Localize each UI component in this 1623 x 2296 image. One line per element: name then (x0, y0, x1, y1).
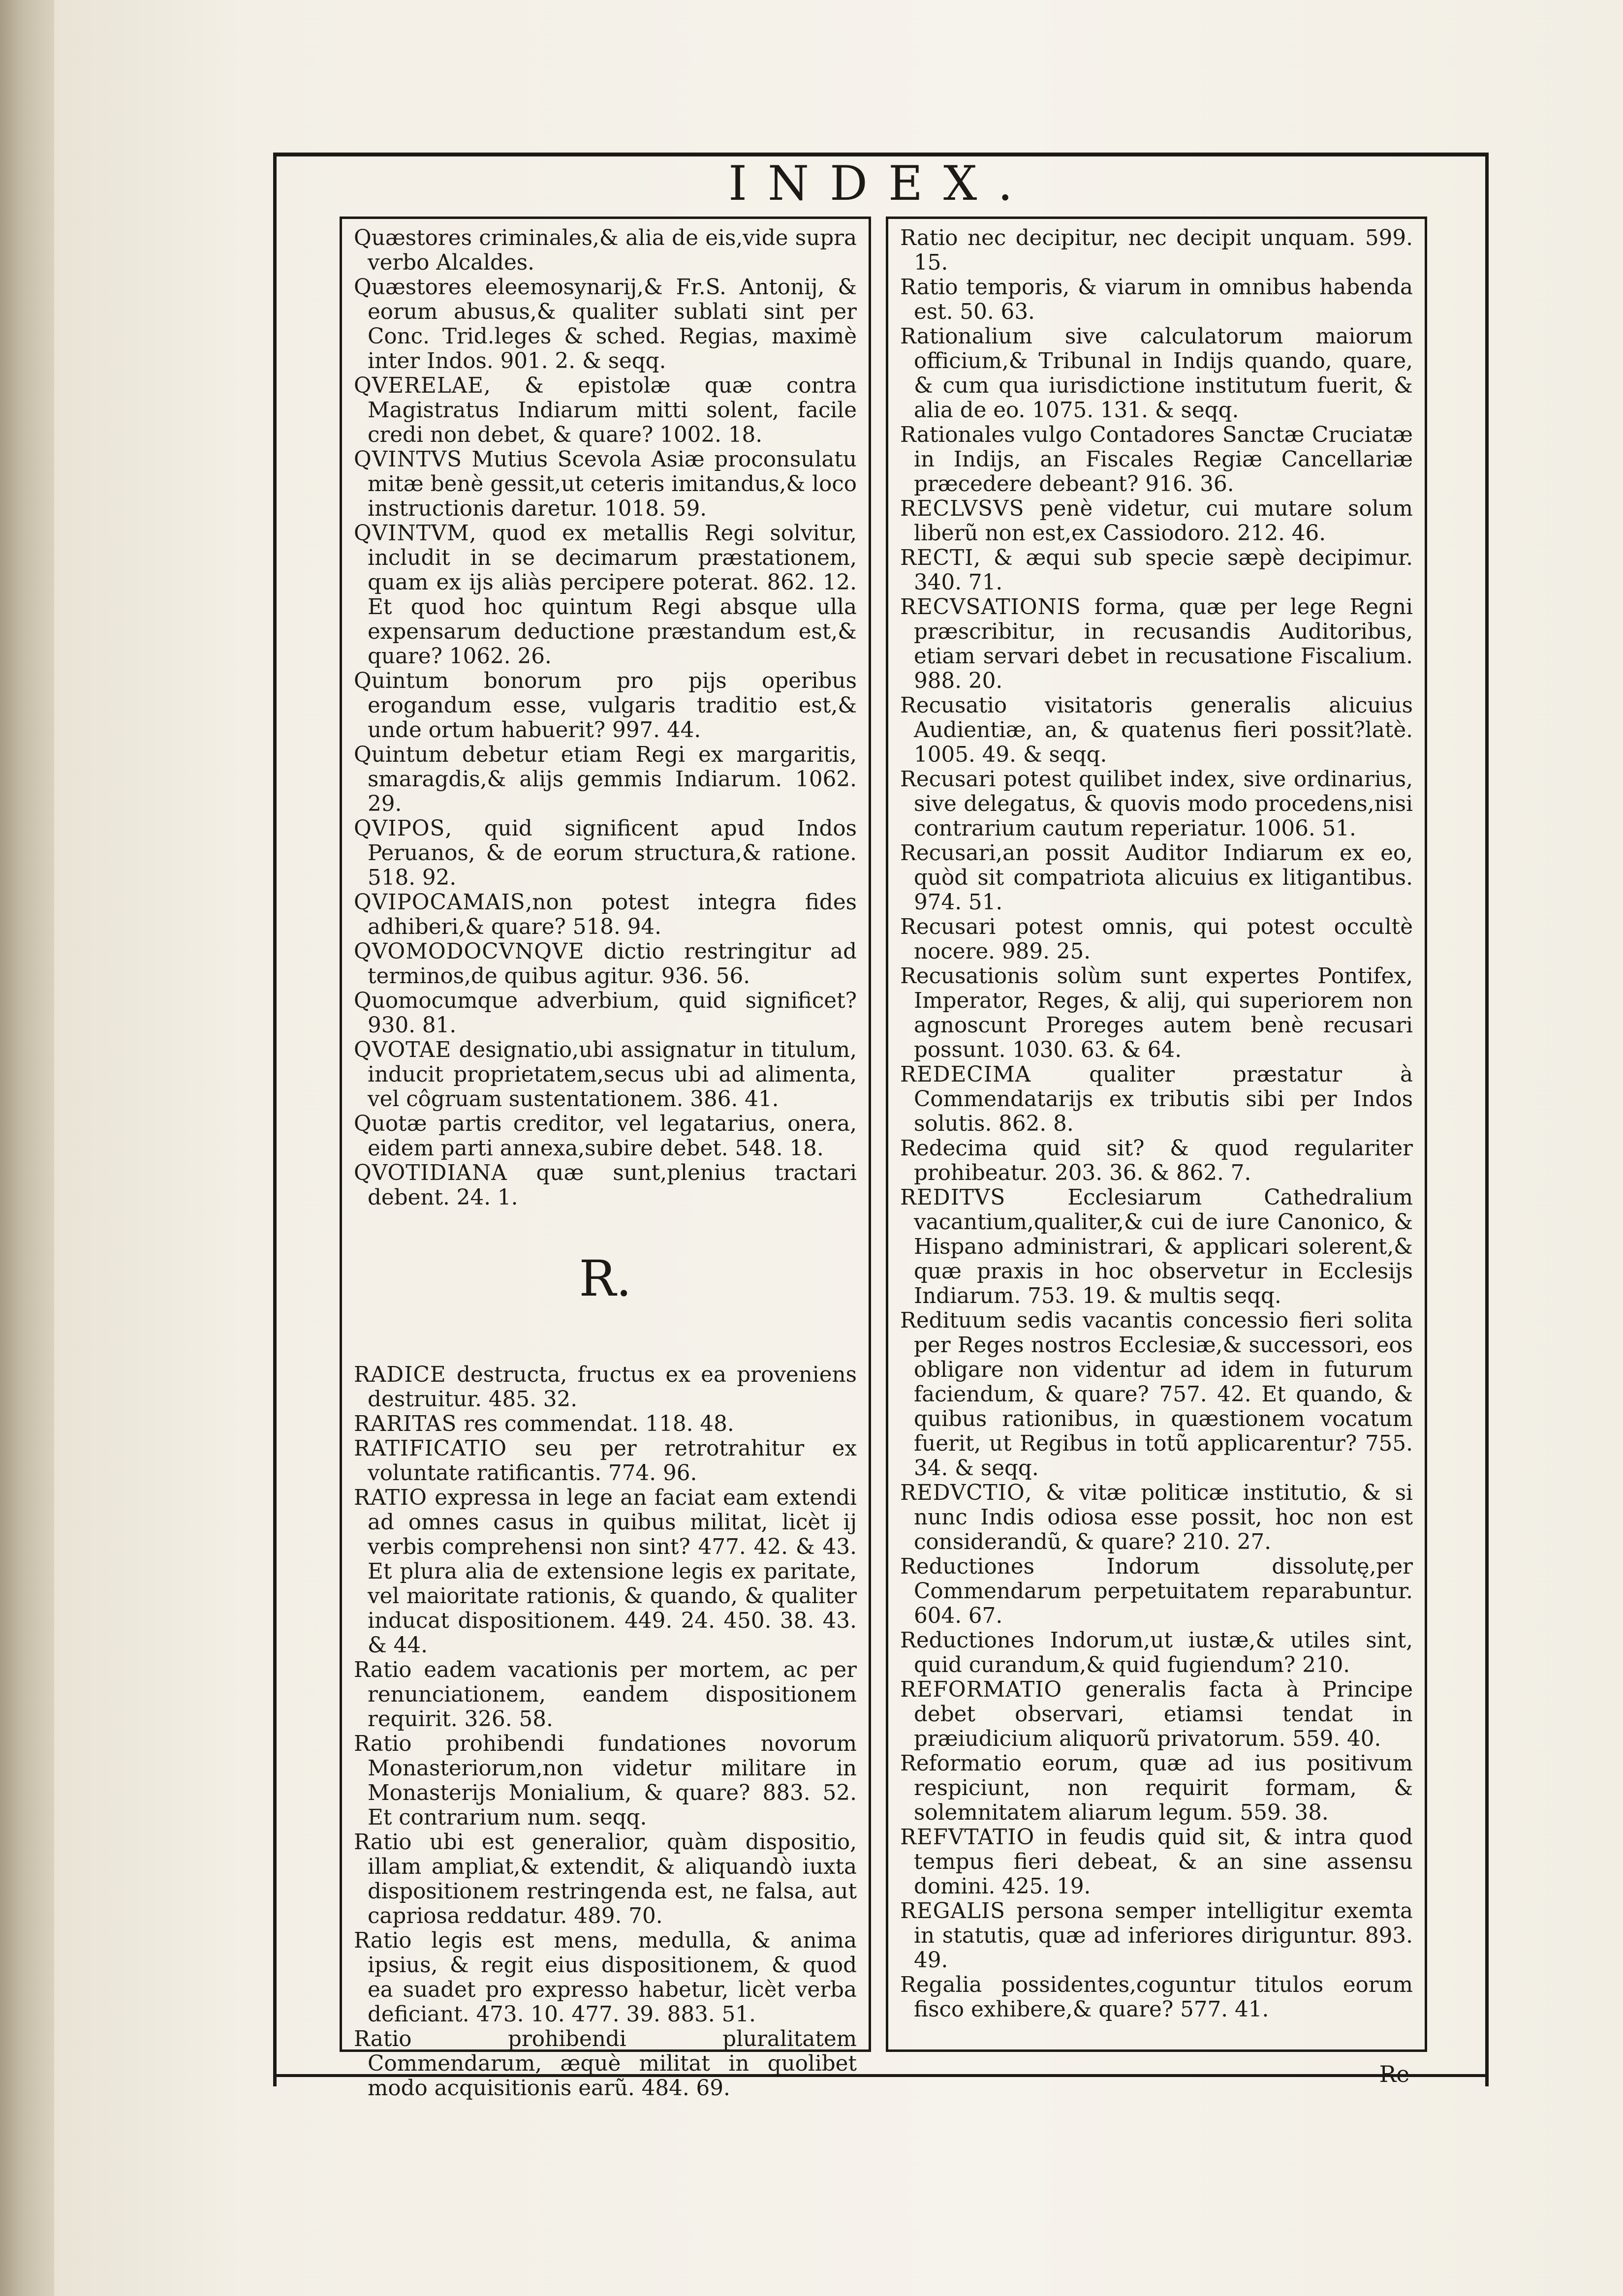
entry-text: Quomocumque adverbium, quid significet? 930. 81. (354, 989, 857, 1038)
entry-headword: REDECIMA (900, 1062, 1031, 1087)
entry-headword: REDITVS (900, 1185, 1006, 1210)
index-entry (354, 226, 857, 275)
index-entry (900, 595, 1413, 693)
index-entry (354, 1363, 857, 1412)
index-entry (900, 496, 1413, 546)
index-column-right (886, 217, 1427, 2052)
entry-headword: QVINTVM (354, 521, 469, 546)
index-entry (900, 915, 1413, 964)
entry-text: Ratio nec decipitur, nec decipit unquam. 599. 15. (900, 226, 1413, 275)
entry-text: Quintum bonorum pro pijs operibus erogandum esse, vulgaris traditio est,& unde ortum habuerit? 997. 44. (354, 669, 857, 743)
entry-text: seu per retrotrahitur ex voluntate ratificantis. 774. 96. (368, 1436, 857, 1486)
index-entry (900, 1554, 1413, 1628)
entry-text: Reformatio eorum, quæ ad ius positivum respiciunt, non requirit formam, & solemnitatem aliarum legum. 559. 38. (900, 1751, 1413, 1825)
entry-headword: RADICE (354, 1363, 446, 1387)
index-entry (354, 275, 857, 373)
entry-text: Ratio prohibendi fundationes novorum Monasteriorum,non videtur militare in Monasterijs Monialium, & quare? 883. 52. Et contrarium num. seqq. (354, 1732, 857, 1830)
index-entry (900, 1062, 1413, 1136)
index-entry (900, 1825, 1413, 1899)
entry-headword: QVOTIDIANA (354, 1161, 507, 1185)
index-entry (354, 743, 857, 816)
entry-text: quæ sunt,plenius tractari debent. 24. 1. (368, 1161, 857, 1210)
index-entry (354, 373, 857, 447)
index-entry (900, 1308, 1413, 1481)
index-entry (354, 1038, 857, 1112)
index-entry (900, 1481, 1413, 1554)
entry-text: dictio restringitur ad terminos,de quibus agitur. 936. 56. (368, 939, 857, 989)
index-entry (900, 1751, 1413, 1825)
catchword: Re- (1379, 2061, 1417, 2087)
entry-text: Ratio temporis, & viarum in omnibus habenda est. 50. 63. (900, 275, 1413, 324)
entry-headword: QVIPOS (354, 816, 445, 841)
entry-text: designatio,ubi assignatur in titulum, inducit proprietatem,secus ubi ad alimenta, vel côgruam sustentationem. 386. 41. (368, 1038, 857, 1112)
entry-headword: RARITAS (354, 1412, 457, 1436)
entry-text: generalis facta à Principe debet observari, etiamsi tendat in præiudicium aliquorũ privatorum. 559. 40. (914, 1677, 1413, 1751)
entry-text: , quid significent apud Indos Peruanos, & de eorum structura,& ratione. 518. 92. (368, 816, 857, 890)
index-entry (900, 1973, 1413, 2022)
entry-text: forma, quæ per lege Regni præscribitur, in recusandis Auditoribus, etiam servari debet in recusatione Fiscalium. 988. 20. (914, 595, 1413, 693)
index-entry (354, 939, 857, 989)
entry-text: , & æqui sub specie sæpè decipimur. 340. 71. (914, 546, 1413, 595)
entry-text: , & epistolæ quæ contra Magistratus Indiarum mitti solent, facile credi non debet, & quare? 1002. 18. (368, 373, 857, 447)
entry-text: Recusari,an possit Auditor Indiarum ex eo, quòd sit compatriota alicuius ex litigantibus. 974. 51. (900, 841, 1413, 915)
entry-text: res commendat. 118. 48. (457, 1412, 734, 1436)
index-entry (900, 841, 1413, 915)
index-entry (900, 767, 1413, 841)
entry-text: Recusari potest quilibet index, sive ordinarius, sive delegatus, & quovis modo procedens,nisi contrarium cautum reperiatur. 1006. 51. (900, 767, 1413, 841)
entry-text: Quæstores criminales,& alia de eis,vide supra verbo Alcaldes. (354, 226, 857, 275)
entry-text: Ecclesiarum Cathedralium vacantium,qualiter,& cui de iure Canonico, & Hispano administrari, & applicari solerent,& quæ praxis in hoc observetur in Ecclesijs Indiarum. 753. 19. & multis seqq. (914, 1185, 1413, 1308)
entry-text: , quod ex metallis Regi solvitur, includit in se decimarum præstationem, quam ex ijs aliàs percipere poterat. 862. 12. Et quod hoc quintum Regi absque ulla expensarum deductione præstandum est,& quare? 1062. 26. (368, 521, 857, 669)
index-entry (354, 1928, 857, 2027)
index-entry (900, 1628, 1413, 1677)
index-entry (900, 324, 1413, 423)
index-entry (900, 546, 1413, 595)
index-entry (900, 693, 1413, 767)
index-entry (900, 1899, 1413, 1973)
entry-text: Ratio eadem vacationis per mortem, ac per renunciationem, eandem dispositionem requirit. 326. 58. (354, 1658, 857, 1732)
index-entry (354, 1436, 857, 1486)
index-entry (354, 669, 857, 743)
index-entry (354, 2027, 857, 2101)
entry-text: Reductiones Indorum dissolutę,per Commendarum perpetuitatem reparabuntur. 604. 67. (900, 1554, 1413, 1628)
index-entry (354, 1732, 857, 1830)
entry-text: persona semper intelligitur exemta in statutis, quæ ad inferiores diriguntur. 893. 49. (914, 1899, 1413, 1973)
entry-text: ,non potest integra fides adhiberi,& quare? 518. 94. (368, 890, 857, 939)
index-entry (354, 890, 857, 939)
entry-text: Recusatio visitatoris generalis alicuius Audientiæ, an, & quatenus fieri possit?latè. 1005. 49. & seqq. (900, 693, 1413, 767)
entry-text: Redituum sedis vacantis concessio fieri solita per Reges nostros Ecclesiæ,& successori, eos obligare non videntur ad idem in futurum faciendum, & quare? 757. 42. Et quando, & quibus rationibus, in quæstionem vocatum fuerit, ut Regibus in totũ applicarentur? 755. 34. & seqq. (900, 1308, 1413, 1481)
index-entry (354, 447, 857, 521)
entry-headword: REFVTATIO (900, 1825, 1035, 1850)
page-title: INDEX. (728, 156, 1033, 211)
index-entry (900, 1136, 1413, 1185)
index-entry (354, 1486, 857, 1658)
index-entry (354, 989, 857, 1038)
entry-headword: REFORMATIO (900, 1677, 1062, 1702)
entry-text: Reductiones Indorum,ut iustæ,& utiles sint, quid curandum,& quid fugiendum? 210. (900, 1628, 1413, 1677)
entry-text: Ratio ubi est generalior, quàm dispositio, illam ampliat,& extendit, & aliquandò iuxta dispositionem restringenda est, ne falsa, aut capriosa reddatur. 489. 70. (354, 1830, 857, 1928)
entry-headword: REDVCTIO (900, 1481, 1025, 1505)
entry-text: Ratio prohibendi pluralitatem Commendarum, æquè militat in quolibet modo acquisitionis earũ. 484. 69. (354, 2027, 857, 2101)
entry-list-q (354, 226, 857, 1210)
index-entry (354, 521, 857, 669)
entry-headword: RATIFICATIO (354, 1436, 507, 1461)
entry-text: penè videtur, cui mutare solum liberũ non est,ex Cassiodoro. 212. 46. (914, 496, 1413, 546)
index-entry (354, 1830, 857, 1928)
index-entry (354, 1112, 857, 1161)
index-entry (354, 1161, 857, 1210)
index-entry (900, 423, 1413, 496)
entry-text: Recusari potest omnis, qui potest occultè nocere. 989. 25. (900, 915, 1413, 964)
entry-text: in feudis quid sit, & intra quod tempus fieri debeat, & an sine assensu domini. 425. 19. (914, 1825, 1413, 1899)
entry-text: Mutius Scevola Asiæ proconsulatu mitæ benè gessit,ut ceteris imitandus,& loco instructionis daretur. 1018. 59. (368, 447, 857, 521)
entry-text: destructa, fructus ex ea proveniens destruitur. 485. 32. (368, 1363, 857, 1412)
index-entry (900, 964, 1413, 1062)
entry-text: Redecima quid sit? & quod regulariter prohibeatur. 203. 36. & 862. 7. (900, 1136, 1413, 1185)
index-entry (354, 1658, 857, 1732)
entry-text: Rationalium sive calculatorum maiorum officium,& Tribunal in Indijs quando, quare, & cum qua iurisdictione institutum fuerit, & alia de eo. 1075. 131. & seqq. (900, 324, 1413, 423)
entry-headword: RECTI (900, 546, 974, 570)
entry-headword: REGALIS (900, 1899, 1005, 1924)
entry-headword: QVINTVS (354, 447, 463, 472)
entry-headword: QVERELAE (354, 373, 484, 398)
entry-text: Quæstores eleemosynarij,& Fr.S. Antonij, & eorum abusus,& qualiter sublati sint per Conc. Trid.leges & sched. Regias, maximè inter Indos. 901. 2. & seqq. (354, 275, 857, 373)
entry-headword: RECVSATIONIS (900, 595, 1081, 620)
index-entry (354, 816, 857, 890)
entry-text: Ratio legis est mens, medulla, & anima ipsius, & regit eius dispositionem, & quod ea suadet pro expresso habetur, licèt verba deficiant. 473. 10. 477. 39. 883. 51. (354, 1928, 857, 2027)
entry-text: Recusationis solùm sunt expertes Pontifex, Imperator, Reges, & alij, qui superiorem non agnoscunt Proreges autem benè recusari possunt. 1030. 63. & 64. (900, 964, 1413, 1062)
index-column-left (340, 217, 871, 2101)
entry-text: qualiter præstatur à Commendatarijs ex tributis sibi per Indos solutis. 862. 8. (914, 1062, 1413, 1136)
entry-text: Quotæ partis creditor, vel legatarius, onera, eidem parti annexa,subire debet. 548. 18. (354, 1112, 857, 1161)
index-entry (900, 1185, 1413, 1308)
index-entry (900, 226, 1413, 275)
entry-text: expressa in lege an faciat eam extendi ad omnes casus in quibus militat, licèt ij verbis comprehensi non sint? 477. 42. & 43. Et plura alia de extensione legis ex paritate, vel maioritate rationis, & quando, & qualiter inducat dispositionem. 449. 24. 450. 38. 43. & 44. (368, 1486, 857, 1658)
entry-text: Regalia possidentes,coguntur titulos eorum fisco exhibere,& quare? 577. 41. (900, 1973, 1413, 2022)
entry-headword: QVOTAE (354, 1038, 452, 1062)
entry-list-r (354, 1363, 857, 2101)
entry-headword: QVOMODOCVNQVE (354, 939, 585, 964)
book-binding-shadow (0, 0, 59, 2296)
entry-headword: RATIO (354, 1486, 427, 1510)
section-letter-heading: R. (579, 1250, 632, 1307)
index-entry (354, 1412, 857, 1436)
entry-headword: RECLVSVS (900, 496, 1025, 521)
entry-headword: QVIPOCAMAIS (354, 890, 526, 915)
entry-list-r-continued (900, 226, 1413, 2022)
index-entry (900, 1677, 1413, 1751)
entry-text: , & vitæ politicæ institutio, & si nunc Indis odiosa esse possit, hoc non est considerandũ, & quare? 210. 27. (914, 1481, 1413, 1554)
entry-text: Rationales vulgo Contadores Sanctæ Cruciatæ in Indijs, an Fiscales Regiæ Cancellariæ præcedere debeant? 916. 36. (900, 423, 1413, 496)
index-entry (900, 275, 1413, 324)
entry-text: Quintum debetur etiam Regi ex margaritis, smaragdis,& alijs gemmis Indiarum. 1062. 29. (354, 743, 857, 816)
